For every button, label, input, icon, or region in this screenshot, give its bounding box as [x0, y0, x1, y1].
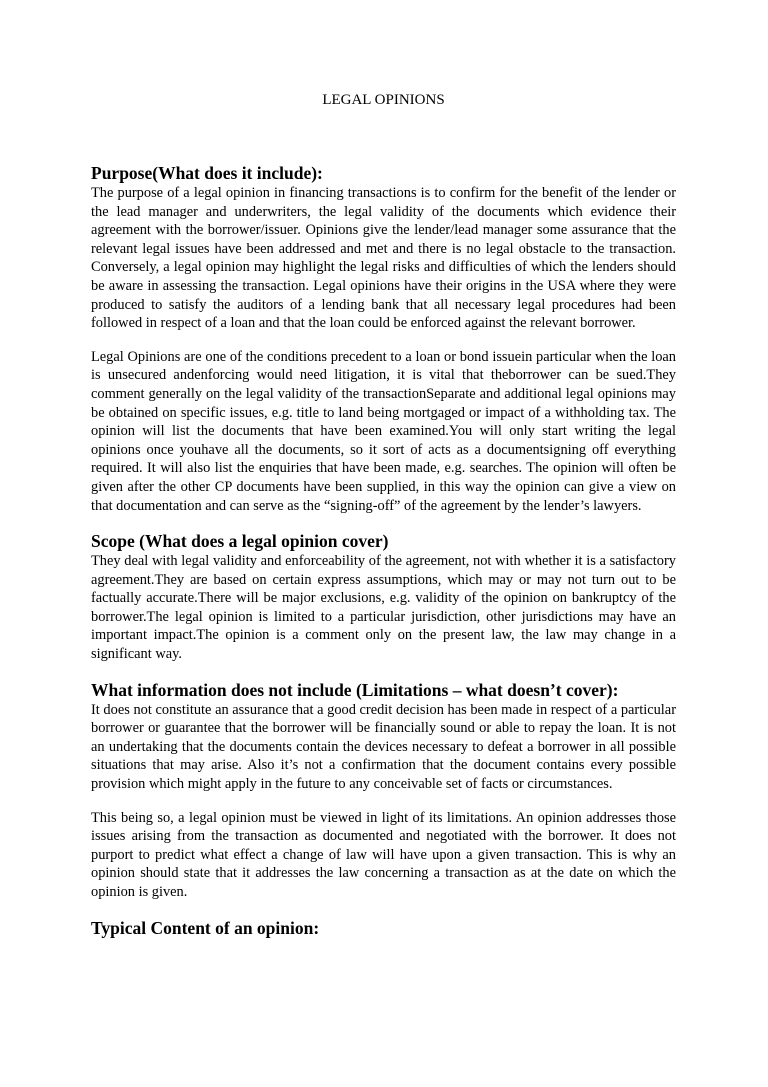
- section-spacer: [91, 515, 676, 530]
- purpose-paragraph-2: Legal Opinions are one of the conditions precedent to a loan or bond issuein particular when the loan is unsecured andenforcing would need litigation, it is vital that theborrower can be sued.They comment generally on the legal validity of the transactionSeparate and additional legal opinions may be obtained on specific issues, e.g. title to land being mortgaged or impact of a withholding tax. The opinion will list the documents that have been examined.You will only start writing the legal opinions once youhave all the documents, so it sort of acts as a documentsigning off everything required. It will also list the enquiries that have been made, e.g. searches. The opinion will often be given after the other CP documents have been supplied, in this way the opinion can give a view on that documentation and can serve as the “signing-off” of the agreement by the lender’s lawyers.: [91, 348, 676, 514]
- section-spacer: [91, 902, 676, 917]
- limitations-paragraph-1: It does not constitute an assurance that a good credit decision has been made in respect of a particular borrower or guarantee that the borrower will be financially sound or able to repay the loan. It is not an undertaking that the documents contain the devices necessary to defeat a borrower in all possible situations that may arise. Also it’s not a confirmation that the document contains every possible provision which might apply in the future to any conceivable set of facts or circumstances.: [91, 701, 676, 793]
- purpose-paragraph-1: The purpose of a legal opinion in financing transactions is to confirm for the benefit of the lender or the lead manager and underwriters, the legal validity of the documents which evidence their agreement with the borrower/issuer. Opinions give the lender/lead manager some assurance that the relevant legal issues have been addressed and met and there is no legal obstacle to the transaction. Conversely, a legal opinion may highlight the legal risks and difficulties of which the lenders should be aware in assessing the transaction. Legal opinions have their origins in the USA where they were produced to satisfy the auditors of a lending bank that all necessary legal procedures had been followed in respect of a loan and that the loan could be enforced against the relevant borrower.: [91, 185, 676, 332]
- section-purpose: [91, 162, 676, 515]
- section-spacer: [91, 664, 676, 679]
- section-content: [91, 917, 676, 939]
- section-scope: [91, 530, 676, 664]
- document-page: [91, 90, 676, 939]
- scope-paragraph-1: They deal with legal validity and enforceability of the agreement, not with whether it is a satisfactory agreement.They are based on certain express assumptions, which may or may not turn out to be factually accurate.There will be major exclusions, e.g. validity of the opinion on bankruptcy of the borrower.The legal opinion is limited to a particular jurisdiction, other jurisdictions may have an important impact.The opinion is a comment only on the present law, the law may change in a significant way.: [91, 553, 676, 663]
- content-heading: Typical Content of an opinion:: [91, 917, 320, 938]
- document-title: LEGAL OPINIONS: [322, 92, 445, 108]
- purpose-heading: Purpose(What does it include):: [91, 163, 323, 183]
- scope-heading: Scope (What does a legal opinion cover): [91, 531, 389, 552]
- limitations-paragraph-2: This being so, a legal opinion must be viewed in light of its limitations. An opinion addresses those issues arising from the transaction as documented and negotiated with the borrower. It does not purport to predict what effect a change of law will have upon a given transaction. This is why an opinion should state that it addresses the law concerning a transaction as at the date on which the opinion is given.: [91, 809, 676, 900]
- limitations-heading: What information does not include (Limitations – what doesn’t cover):: [91, 679, 619, 700]
- paragraph-spacer: [91, 333, 676, 348]
- paragraph-spacer: [91, 794, 676, 809]
- section-limitations: [91, 679, 676, 902]
